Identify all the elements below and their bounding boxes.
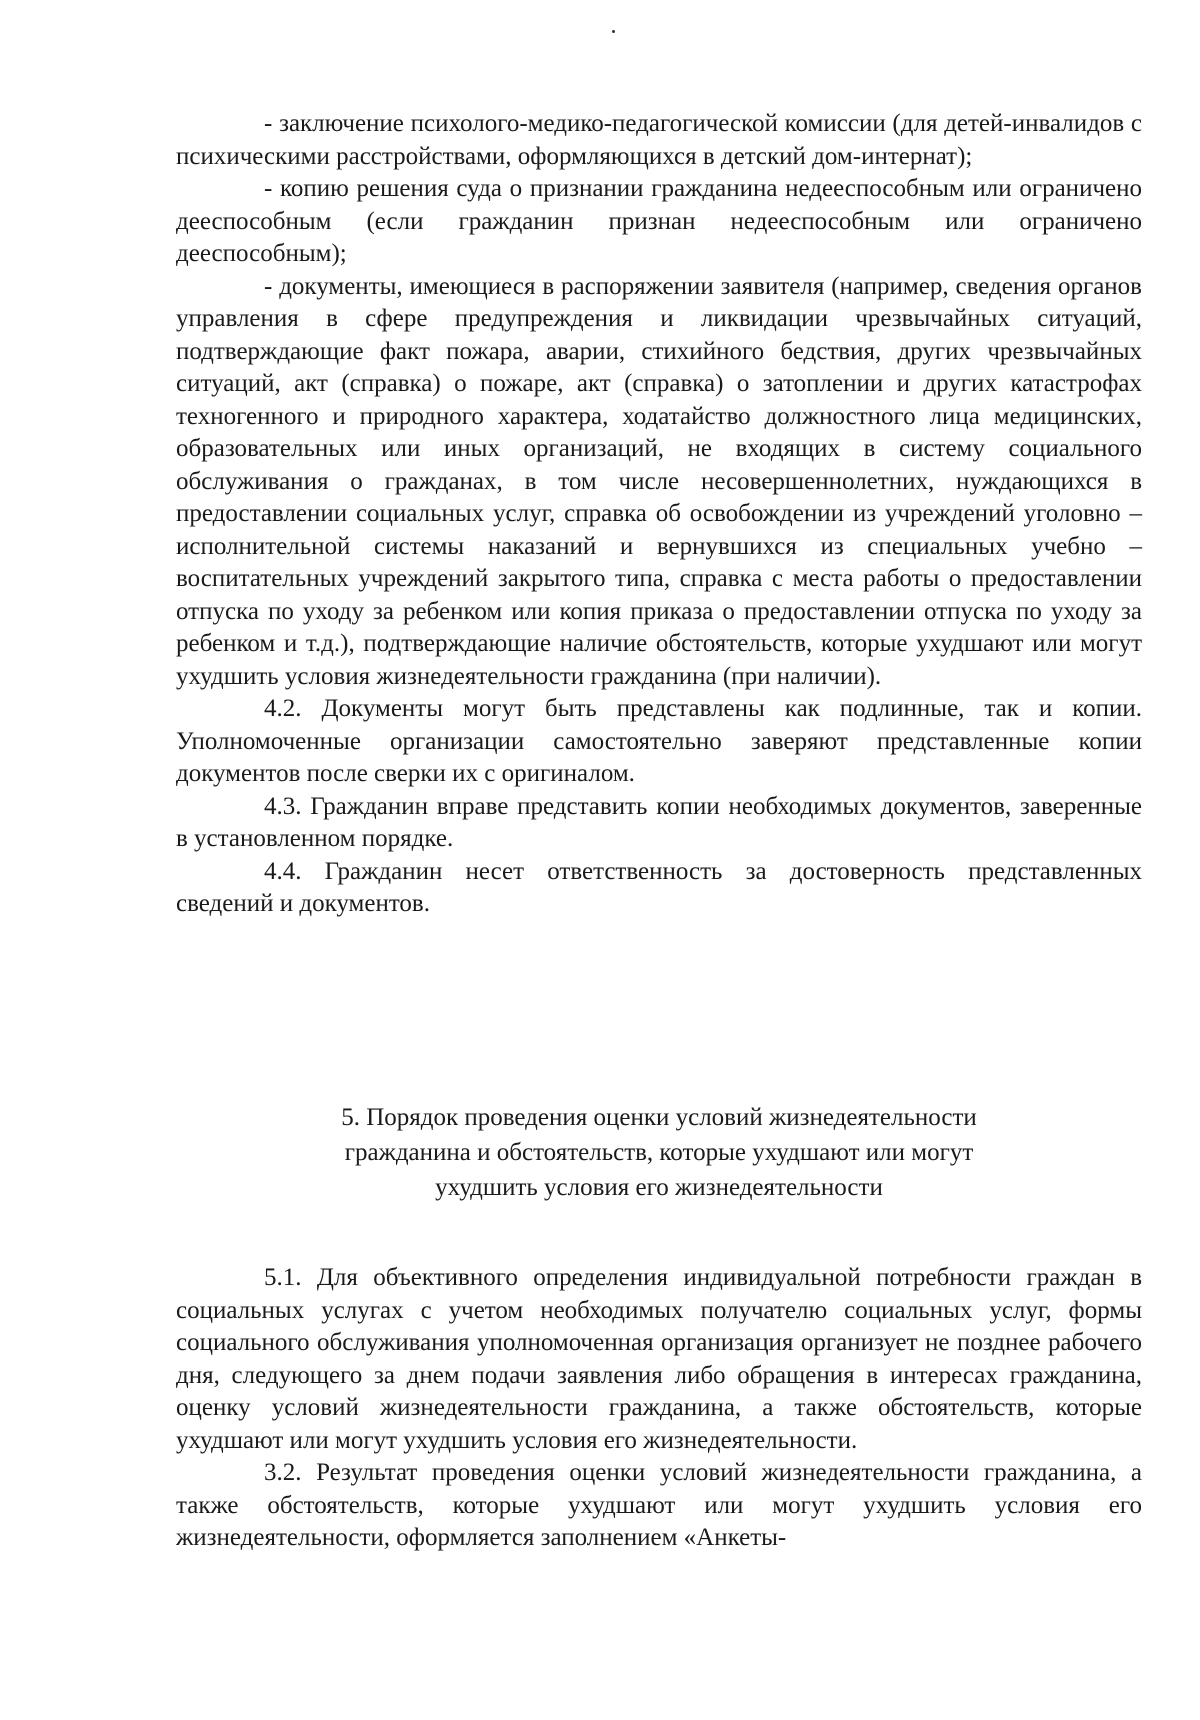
paragraph-court-decision: - копию решения суда о признании гражданина недееспособным или ограничено дееспособным (если гражданин признан недееспособным или ограничено дееспособным);: [176, 175, 1142, 267]
scan-speck: [612, 30, 615, 33]
section-5-heading: [176, 1100, 1142, 1205]
paragraph-4-3: 4.3. Гражданин вправе представить копии необходимых документов, заверенные в установленном порядке.: [176, 792, 1142, 852]
section-heading-line-1: 5. Порядок проведения оценки условий жизнедеятельности: [341, 1104, 977, 1131]
paragraph-4-2: 4.2. Документы могут быть представлены как подлинные, так и копии. Уполномоченные организации самостоятельно заверяют представленные копии документов после сверки их с оригиналом.: [176, 695, 1142, 787]
document-body-top: [176, 108, 1142, 921]
paragraph-4-4: 4.4. Гражданин несет ответственность за достоверность представленных сведений и документов.: [176, 857, 1142, 917]
section-heading-line-2: гражданина и обстоятельств, которые ухудшают или могут: [344, 1139, 974, 1166]
paragraph-3-2: 3.2. Результат проведения оценки условий жизнедеятельности гражданина, а также обстоятельств, которые ухудшают или могут ухудшить условия его жизнедеятельности, оформляется заполнением «Анкеты-: [176, 1459, 1142, 1551]
paragraph-psych-commission: - заключение психолого-медико-педагогической комиссии (для детей-инвалидов с психическими расстройствами, оформляющихся в детский дом-интернат);: [176, 110, 1142, 170]
document-body-bottom: [176, 1262, 1142, 1555]
section-heading-line-3: ухудшить условия его жизнедеятельности: [435, 1174, 883, 1201]
paragraph-applicant-documents: - документы, имеющиеся в распоряжении заявителя (например, сведения органов управления в сфере предупреждения и ликвидации чрезвычайных ситуаций, подтверждающие факт пожара, аварии, стихийного бедствия, других чрезвычайных ситуаций, акт (справка) о пожаре, акт (справка) о затоплении и других катастрофах техногенного и природного характера, ходатайство должностного лица медицинских, образовательных или иных организаций, не входящих в систему социального обслуживания о гражданах, в том числе несовершеннолетних, нуждающихся в предоставлении социальных услуг, справка об освобождении из учреждений уголовно – исполнительной системы наказаний и вернувшихся из специальных учебно – воспитательных учреждений закрытого типа, справка с места работы о предоставлении отпуска по уходу за ребенком или копия приказа о предоставлении отпуска по уходу за ребенком и т.д.), подтверждающие наличие обстоятельств, которые ухудшают или могут ухудшить условия жизнедеятельности гражданина (при наличии).: [176, 272, 1142, 690]
paragraph-5-1: 5.1. Для объективного определения индивидуальной потребности граждан в социальных услугах с учетом необходимых получателю социальных услуг, формы социального обслуживания уполномоченная организация организует не позднее рабочего дня, следующего за днем подачи заявления либо обращения в интересах гражданина, оценку условий жизнедеятельности гражданина, а также обстоятельств, которые ухудшают или могут ухудшить условия его жизнедеятельности.: [176, 1264, 1142, 1454]
